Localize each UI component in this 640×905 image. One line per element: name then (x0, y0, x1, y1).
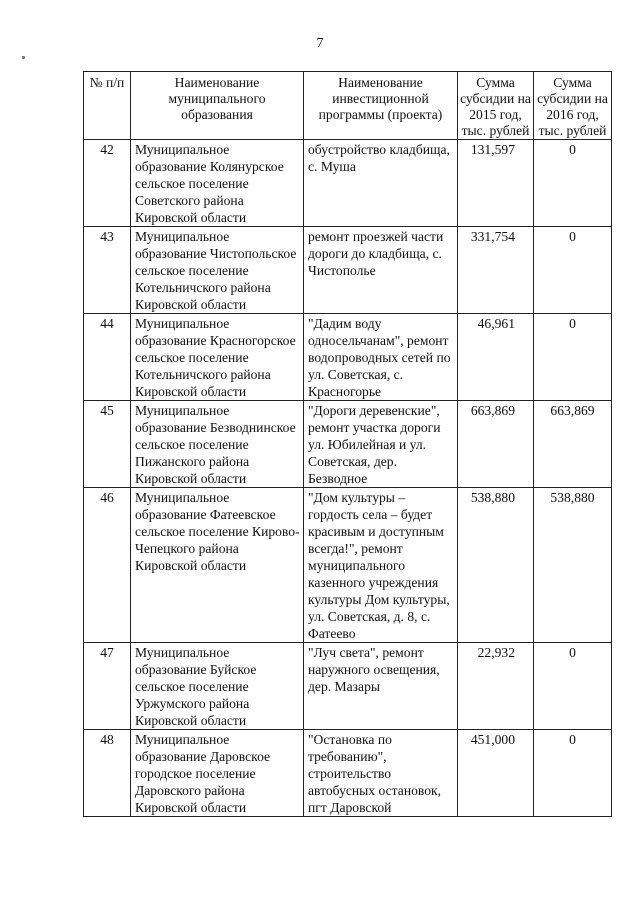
row-program: обустройство кладбища, с. Муша (304, 140, 458, 227)
row-program: "Луч света", ремонт наружного освещения, дер. Мазары (304, 643, 458, 730)
row-program: "Дороги деревенские", ремонт участка дороги ул. Юбилейная и ул. Советская, дер. Безводное (304, 401, 458, 488)
row-municipality: Муниципальное образование Чистопольское сельское поселение Котельничского района Кировской области (131, 227, 304, 314)
row-subsidy-2016: 0 (534, 730, 612, 817)
row-municipality: Муниципальное образование Безводнинское сельское поселение Пижанского района Кировской области (131, 401, 304, 488)
table-header-row (84, 72, 612, 140)
header-municipality: Наименование муниципального образования (131, 72, 304, 140)
row-num: 44 (84, 314, 131, 401)
row-num: 45 (84, 401, 131, 488)
row-program: ремонт проезжей части дороги до кладбища, с. Чистополье (304, 227, 458, 314)
subsidy-table (83, 71, 612, 817)
row-municipality: Муниципальное образование Колянурское сельское поселение Советского района Кировской области (131, 140, 304, 227)
row-municipality: Муниципальное образование Фатеевское сельское поселение Кирово-Чепецкого района Кировской области (131, 488, 304, 643)
row-subsidy-2016: 0 (534, 227, 612, 314)
table-row (84, 488, 612, 643)
row-subsidy-2016: 663,869 (534, 401, 612, 488)
row-subsidy-2015: 22,932 (458, 643, 534, 730)
row-num: 43 (84, 227, 131, 314)
row-num: 42 (84, 140, 131, 227)
row-subsidy-2015: 538,880 (458, 488, 534, 643)
row-num: 48 (84, 730, 131, 817)
table-row (84, 140, 612, 227)
header-subsidy-2015: Сумма субсидии на 2015 год, тыс. рублей (458, 72, 534, 140)
margin-mark (22, 56, 25, 59)
row-num: 46 (84, 488, 131, 643)
row-subsidy-2015: 131,597 (458, 140, 534, 227)
row-subsidy-2015: 451,000 (458, 730, 534, 817)
row-num: 47 (84, 643, 131, 730)
row-subsidy-2016: 538,880 (534, 488, 612, 643)
row-municipality: Муниципальное образование Красногорское сельское поселение Котельничского района Кировской области (131, 314, 304, 401)
row-subsidy-2016: 0 (534, 643, 612, 730)
row-municipality: Муниципальное образование Даровское городское поселение Даровского района Кировской области (131, 730, 304, 817)
table-row (84, 314, 612, 401)
row-subsidy-2016: 0 (534, 140, 612, 227)
row-municipality: Муниципальное образование Буйское сельское поселение Уржумского района Кировской области (131, 643, 304, 730)
row-program: "Дом культуры – гордость села – будет красивым и доступным всегда!", ремонт муниципального казенного учреждения культуры Дом культуры, ул. Советская, д. 8, с. Фатеево (304, 488, 458, 643)
table-row (84, 227, 612, 314)
header-program: Наименование инвестиционной программы (проекта) (304, 72, 458, 140)
row-program: "Дадим воду односельчанам", ремонт водопроводных сетей по ул. Советская, с. Красногорье (304, 314, 458, 401)
table-row (84, 643, 612, 730)
row-subsidy-2016: 0 (534, 314, 612, 401)
table-row (84, 730, 612, 817)
page-number: 7 (316, 36, 324, 51)
header-subsidy-2016: Сумма субсидии на 2016 год, тыс. рублей (534, 72, 612, 140)
row-subsidy-2015: 46,961 (458, 314, 534, 401)
row-subsidy-2015: 663,869 (458, 401, 534, 488)
row-subsidy-2015: 331,754 (458, 227, 534, 314)
table-row (84, 401, 612, 488)
row-program: "Остановка по требованию", строительство автобусных остановок, пгт Даровской (304, 730, 458, 817)
header-num: № п/п (84, 72, 131, 140)
